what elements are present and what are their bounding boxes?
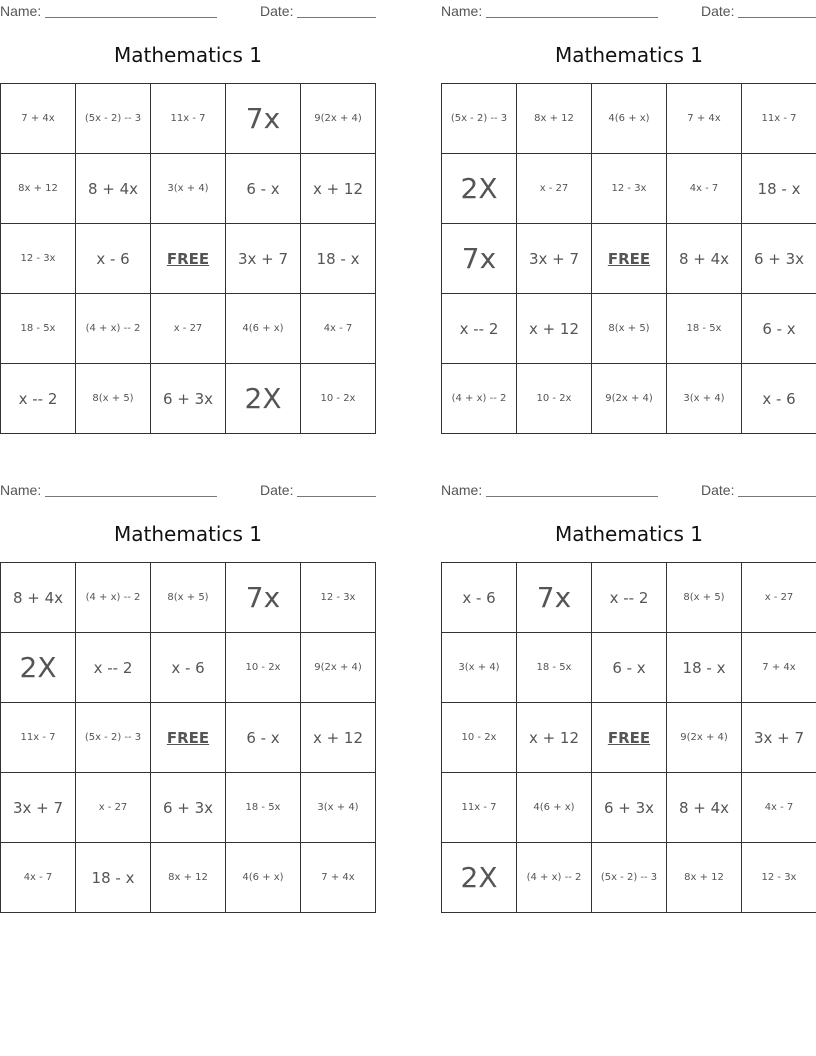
grid-cell: 7 + 4x [301, 843, 376, 913]
date-field-line [738, 496, 816, 497]
grid-cell: 11x - 7 [742, 84, 816, 154]
grid-cell: (5x - 2) -- 3 [442, 84, 517, 154]
grid-cell: 11x - 7 [1, 703, 76, 773]
grid-cell: 7x [226, 563, 301, 633]
grid-cell: 6 + 3x [151, 773, 226, 843]
grid-cell: 3x + 7 [226, 224, 301, 294]
grid-cell: 2X [226, 364, 301, 434]
grid-cell: (5x - 2) -- 3 [76, 84, 151, 154]
grid-cell: 8(x + 5) [592, 294, 667, 364]
grid-cell: 11x - 7 [151, 84, 226, 154]
grid-row [1, 633, 376, 703]
bingo-grid [0, 83, 376, 434]
grid-cell: 4x - 7 [301, 294, 376, 364]
grid-row [1, 703, 376, 773]
grid-row [1, 364, 376, 434]
grid-cell: 7x [226, 84, 301, 154]
grid-cell: 4(6 + x) [226, 294, 301, 364]
grid-cell: 7 + 4x [742, 633, 816, 703]
name-field-line [45, 17, 217, 18]
grid-cell: 4(6 + x) [517, 773, 592, 843]
name-label: Name: [0, 482, 42, 498]
date-field-line [297, 496, 376, 497]
grid-cell: (4 + x) -- 2 [76, 563, 151, 633]
name-field-line [45, 496, 217, 497]
card-header [0, 0, 376, 20]
grid-cell: x - 27 [517, 154, 592, 224]
grid-cell: x - 27 [742, 563, 816, 633]
grid-cell: x - 6 [76, 224, 151, 294]
grid-cell: 6 + 3x [151, 364, 226, 434]
grid-cell: 6 - x [226, 154, 301, 224]
grid-cell: 3(x + 4) [301, 773, 376, 843]
grid-cell: 12 - 3x [1, 224, 76, 294]
grid-cell: 18 - x [667, 633, 742, 703]
grid-row [1, 563, 376, 633]
grid-cell: 3(x + 4) [667, 364, 742, 434]
grid-cell: 7x [442, 224, 517, 294]
grid-cell: 8x + 12 [1, 154, 76, 224]
grid-cell: 8(x + 5) [667, 563, 742, 633]
grid-row [442, 773, 816, 843]
grid-cell: (5x - 2) -- 3 [76, 703, 151, 773]
grid-cell: 4(6 + x) [226, 843, 301, 913]
grid-row [442, 224, 816, 294]
grid-row [1, 294, 376, 364]
grid-cell: 18 - 5x [226, 773, 301, 843]
grid-row [1, 154, 376, 224]
name-field-line [486, 17, 658, 18]
grid-cell: 10 - 2x [226, 633, 301, 703]
grid-cell: 4(6 + x) [592, 84, 667, 154]
grid-cell: x - 27 [151, 294, 226, 364]
grid-cell: 9(2x + 4) [667, 703, 742, 773]
grid-cell: 8 + 4x [76, 154, 151, 224]
bingo-card-3 [0, 479, 376, 919]
grid-row [1, 224, 376, 294]
grid-cell: (4 + x) -- 2 [76, 294, 151, 364]
grid-cell: 9(2x + 4) [301, 84, 376, 154]
grid-cell: 6 - x [592, 633, 667, 703]
grid-cell: 18 - 5x [667, 294, 742, 364]
grid-row [442, 633, 816, 703]
grid-cell: 2X [442, 154, 517, 224]
grid-cell: 9(2x + 4) [592, 364, 667, 434]
grid-cell: 3(x + 4) [442, 633, 517, 703]
grid-cell: x + 12 [301, 154, 376, 224]
grid-cell: 18 - x [301, 224, 376, 294]
grid-row [442, 364, 816, 434]
grid-cell: x + 12 [517, 703, 592, 773]
grid-cell: x -- 2 [442, 294, 517, 364]
grid-row [1, 773, 376, 843]
grid-cell: 4x - 7 [742, 773, 816, 843]
grid-cell: 8(x + 5) [76, 364, 151, 434]
date-label: Date: [701, 3, 735, 19]
grid-cell: 8x + 12 [667, 843, 742, 913]
free-space-cell: FREE [151, 703, 226, 773]
bingo-card-2 [441, 0, 816, 440]
grid-row [442, 843, 816, 913]
grid-cell: x - 6 [151, 633, 226, 703]
card-title: Mathematics 1 [555, 522, 703, 546]
date-field-line [297, 17, 376, 18]
grid-cell: 11x - 7 [442, 773, 517, 843]
grid-cell: 8x + 12 [151, 843, 226, 913]
grid-cell: x + 12 [517, 294, 592, 364]
grid-row [442, 154, 816, 224]
grid-cell: 8(x + 5) [151, 563, 226, 633]
grid-cell: 18 - x [742, 154, 816, 224]
grid-cell: 7 + 4x [1, 84, 76, 154]
grid-cell: x - 6 [442, 563, 517, 633]
grid-cell: 2X [442, 843, 517, 913]
bingo-card-1 [0, 0, 376, 440]
name-field-line [486, 496, 658, 497]
grid-cell: 3x + 7 [1, 773, 76, 843]
grid-row [1, 843, 376, 913]
grid-cell: x -- 2 [76, 633, 151, 703]
grid-cell: 7 + 4x [667, 84, 742, 154]
grid-cell: 7x [517, 563, 592, 633]
grid-cell: 8 + 4x [1, 563, 76, 633]
grid-cell: 8x + 12 [517, 84, 592, 154]
card-title: Mathematics 1 [114, 522, 262, 546]
grid-cell: 6 - x [742, 294, 816, 364]
bingo-card-4 [441, 479, 816, 919]
grid-cell: x -- 2 [1, 364, 76, 434]
date-label: Date: [260, 482, 294, 498]
grid-cell: 3x + 7 [517, 224, 592, 294]
grid-cell: 6 - x [226, 703, 301, 773]
date-field-line [738, 17, 816, 18]
grid-cell: x - 27 [76, 773, 151, 843]
name-label: Name: [441, 3, 483, 19]
grid-cell: 12 - 3x [742, 843, 816, 913]
grid-cell: 18 - x [76, 843, 151, 913]
grid-row [1, 84, 376, 154]
card-header [441, 479, 816, 499]
date-label: Date: [701, 482, 735, 498]
bingo-grid [441, 83, 816, 434]
grid-cell: 9(2x + 4) [301, 633, 376, 703]
grid-cell: 12 - 3x [301, 563, 376, 633]
grid-cell: (5x - 2) -- 3 [592, 843, 667, 913]
grid-cell: 10 - 2x [442, 703, 517, 773]
grid-cell: 10 - 2x [517, 364, 592, 434]
card-title: Mathematics 1 [114, 43, 262, 67]
grid-cell: x -- 2 [592, 563, 667, 633]
grid-cell: 4x - 7 [1, 843, 76, 913]
grid-cell: 8 + 4x [667, 773, 742, 843]
grid-cell: 10 - 2x [301, 364, 376, 434]
grid-row [442, 703, 816, 773]
grid-cell: 4x - 7 [667, 154, 742, 224]
grid-row [442, 563, 816, 633]
grid-cell: x + 12 [301, 703, 376, 773]
card-header [0, 479, 376, 499]
grid-cell: 8 + 4x [667, 224, 742, 294]
grid-cell: 18 - 5x [517, 633, 592, 703]
date-label: Date: [260, 3, 294, 19]
grid-row [442, 294, 816, 364]
bingo-grid [441, 562, 816, 913]
name-label: Name: [441, 482, 483, 498]
free-space-cell: FREE [151, 224, 226, 294]
grid-cell: 6 + 3x [592, 773, 667, 843]
grid-cell: 3(x + 4) [151, 154, 226, 224]
grid-cell: (4 + x) -- 2 [517, 843, 592, 913]
grid-cell: 2X [1, 633, 76, 703]
grid-cell: 18 - 5x [1, 294, 76, 364]
grid-cell: 6 + 3x [742, 224, 816, 294]
card-header [441, 0, 816, 20]
bingo-grid [0, 562, 376, 913]
grid-cell: (4 + x) -- 2 [442, 364, 517, 434]
card-title: Mathematics 1 [555, 43, 703, 67]
name-label: Name: [0, 3, 42, 19]
free-space-cell: FREE [592, 224, 667, 294]
grid-cell: 12 - 3x [592, 154, 667, 224]
grid-row [442, 84, 816, 154]
free-space-cell: FREE [592, 703, 667, 773]
grid-cell: x - 6 [742, 364, 816, 434]
grid-cell: 3x + 7 [742, 703, 816, 773]
